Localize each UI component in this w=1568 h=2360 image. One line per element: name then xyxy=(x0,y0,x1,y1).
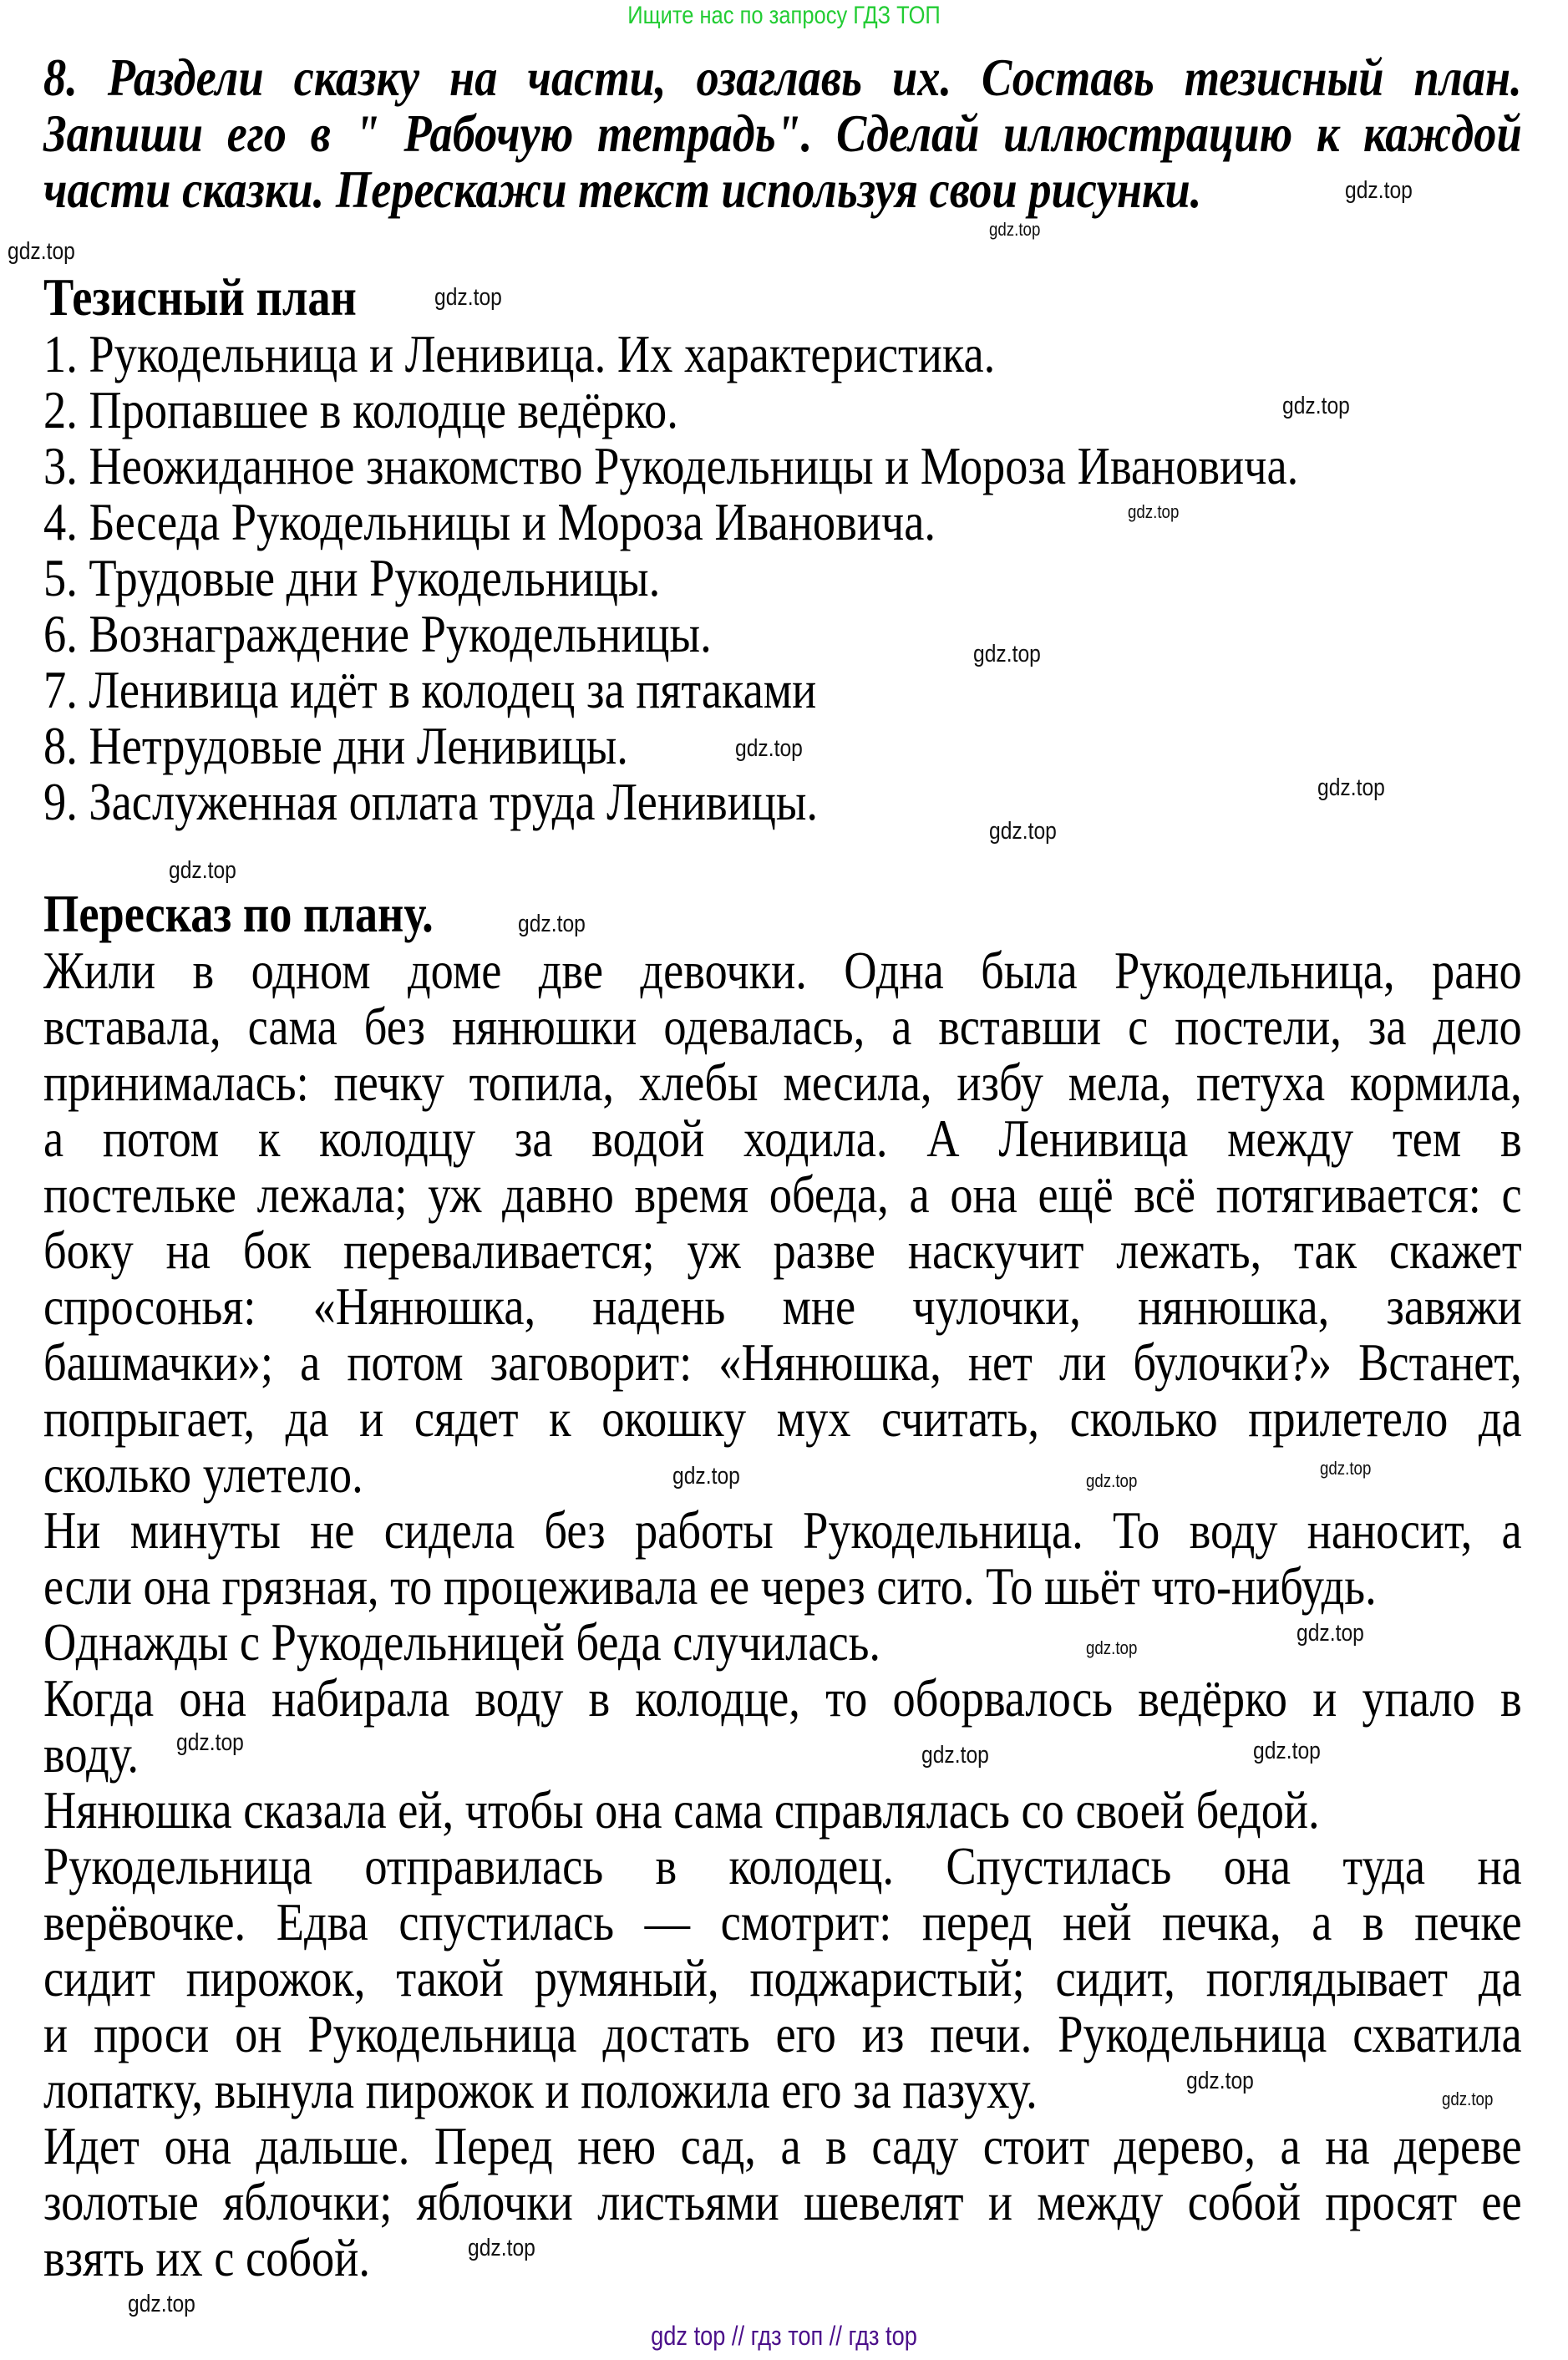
watermark: gdz.top xyxy=(1086,1637,1138,1658)
watermark: gdz.top xyxy=(176,1729,244,1756)
watermark: gdz.top xyxy=(169,857,236,884)
retell-line: Однажды с Рукодельницей беда случилась. xyxy=(43,1612,881,1672)
retell-line: если она грязная, то процеживала ее через сито. То шьёт что-нибудь. xyxy=(43,1556,1377,1616)
retell-line: золотые яблочки; яблочки листьями шевелят и между собой просят ее xyxy=(43,2172,1522,2231)
watermark: gdz.top xyxy=(973,641,1041,667)
retell-line: Нянюшка сказала ей, чтобы она сама справлялась со своей бедой. xyxy=(43,1780,1320,1840)
watermark: gdz.top xyxy=(1442,2088,1494,2109)
watermark: gdz.top xyxy=(518,911,586,937)
watermark: gdz.top xyxy=(989,818,1057,845)
watermark: gdz.top xyxy=(128,2291,195,2317)
retell-line: и проси он Рукодельница достать его из печи. Рукодельница схватила xyxy=(43,2004,1522,2063)
plan-item: 8. Нетрудовые дни Ленивицы. xyxy=(43,716,628,775)
retell-line: Идет она дальше. Перед нею сад, а в саду стоит дерево, а на дереве xyxy=(43,2116,1522,2175)
watermark: gdz.top xyxy=(434,284,502,311)
retell-line: постельке лежала; уж давно время обеда, а она ещё всё потягивается: с xyxy=(43,1165,1522,1224)
plan-item: 6. Вознаграждение Рукодельницы. xyxy=(43,604,712,663)
retell-line: Ни минуты не сидела без работы Рукодельница. То воду наносит, а xyxy=(43,1500,1522,1560)
watermark: gdz.top xyxy=(1297,1620,1364,1647)
retell-line: верёвочке. Едва спустилась — смотрит: перед ней печка, а в печке xyxy=(43,1892,1522,1951)
watermark: gdz.top xyxy=(1345,177,1413,204)
retell-line: Рукодельница отправилась в колодец. Спустилась она туда на xyxy=(43,1836,1522,1896)
watermark: gdz.top xyxy=(1320,1458,1372,1479)
footer-links[interactable]: gdz top // гдз топ // гдз top xyxy=(651,2321,917,2351)
retell-line: спросонья: «Нянюшка, надень мне чулочки, нянюшка, завяжи xyxy=(43,1276,1522,1336)
retell-line: попрыгает, да и сядет к окошку мух считать, сколько прилетело да xyxy=(43,1388,1522,1448)
plan-item: 4. Беседа Рукодельницы и Мороза Ивановича. xyxy=(43,492,936,551)
plan-item: 2. Пропавшее в колодце ведёрко. xyxy=(43,380,678,439)
plan-item: 5. Трудовые дни Рукодельницы. xyxy=(43,548,661,607)
search-hint-link[interactable]: Ищите нас по запросу ГДЗ ТОП xyxy=(627,2,941,29)
retell-title: Пересказ по плану. xyxy=(43,884,434,943)
task-line: части сказки. Перескажи текст используя свои рисунки. xyxy=(43,160,1202,219)
retell-line: башмачки»; а потом заговорит: «Нянюшка, нет ли булочки?» Встанет, xyxy=(43,1332,1522,1392)
plan-item: 1. Рукодельница и Ленивица. Их характеристика. xyxy=(43,324,996,383)
plan-title: Тезисный план xyxy=(43,267,357,327)
retell-line: принималась: печку топила, хлебы месила, избу мела, петуха кормила, xyxy=(43,1053,1522,1112)
watermark: gdz.top xyxy=(468,2235,535,2261)
watermark: gdz.top xyxy=(989,219,1041,240)
retell-line: лопатку, вынула пирожок и положила его за пазуху. xyxy=(43,2060,1038,2119)
watermark: gdz.top xyxy=(1282,393,1350,419)
retell-line: Жили в одном доме две девочки. Одна была Рукодельница, рано xyxy=(43,941,1522,1000)
watermark: gdz.top xyxy=(1128,501,1180,522)
watermark: gdz.top xyxy=(672,1463,740,1490)
watermark: gdz.top xyxy=(1086,1470,1138,1491)
watermark: gdz.top xyxy=(921,1742,989,1769)
watermark: gdz.top xyxy=(8,238,75,265)
retell-line: Когда она набирала воду в колодце, то оборвалось ведёрко и упало в xyxy=(43,1668,1522,1728)
retell-line: взять их с собой. xyxy=(43,2228,370,2287)
task-line: Запиши его в " Рабочую тетрадь". Сделай иллюстрацию к каждой xyxy=(43,104,1522,163)
retell-line: боку на бок переваливается; уж разве наскучит лежать, так скажет xyxy=(43,1221,1522,1280)
retell-line: сидит пирожок, такой румяный, поджаристый; сидит, поглядывает да xyxy=(43,1948,1522,2007)
task-line: 8. Раздели сказку на части, озаглавь их. Составь тезисный план. xyxy=(43,48,1522,107)
plan-item: 9. Заслуженная оплата труда Ленивицы. xyxy=(43,772,819,831)
plan-item: 7. Ленивица идёт в колодец за пятаками xyxy=(43,660,817,719)
watermark: gdz.top xyxy=(1317,774,1385,801)
retell-line: сколько улетело. xyxy=(43,1444,363,1504)
watermark: gdz.top xyxy=(1186,2068,1254,2094)
watermark: gdz.top xyxy=(1253,1738,1321,1764)
watermark: gdz.top xyxy=(735,735,803,762)
plan-item: 3. Неожиданное знакомство Рукодельницы и Мороза Ивановича. xyxy=(43,436,1299,495)
retell-line: воду. xyxy=(43,1724,139,1784)
retell-line: а потом к колодцу за водой ходила. А Ленивица между тем в xyxy=(43,1109,1522,1168)
retell-line: вставала, сама без нянюшки одевалась, а вставши с постели, за дело xyxy=(43,997,1522,1056)
